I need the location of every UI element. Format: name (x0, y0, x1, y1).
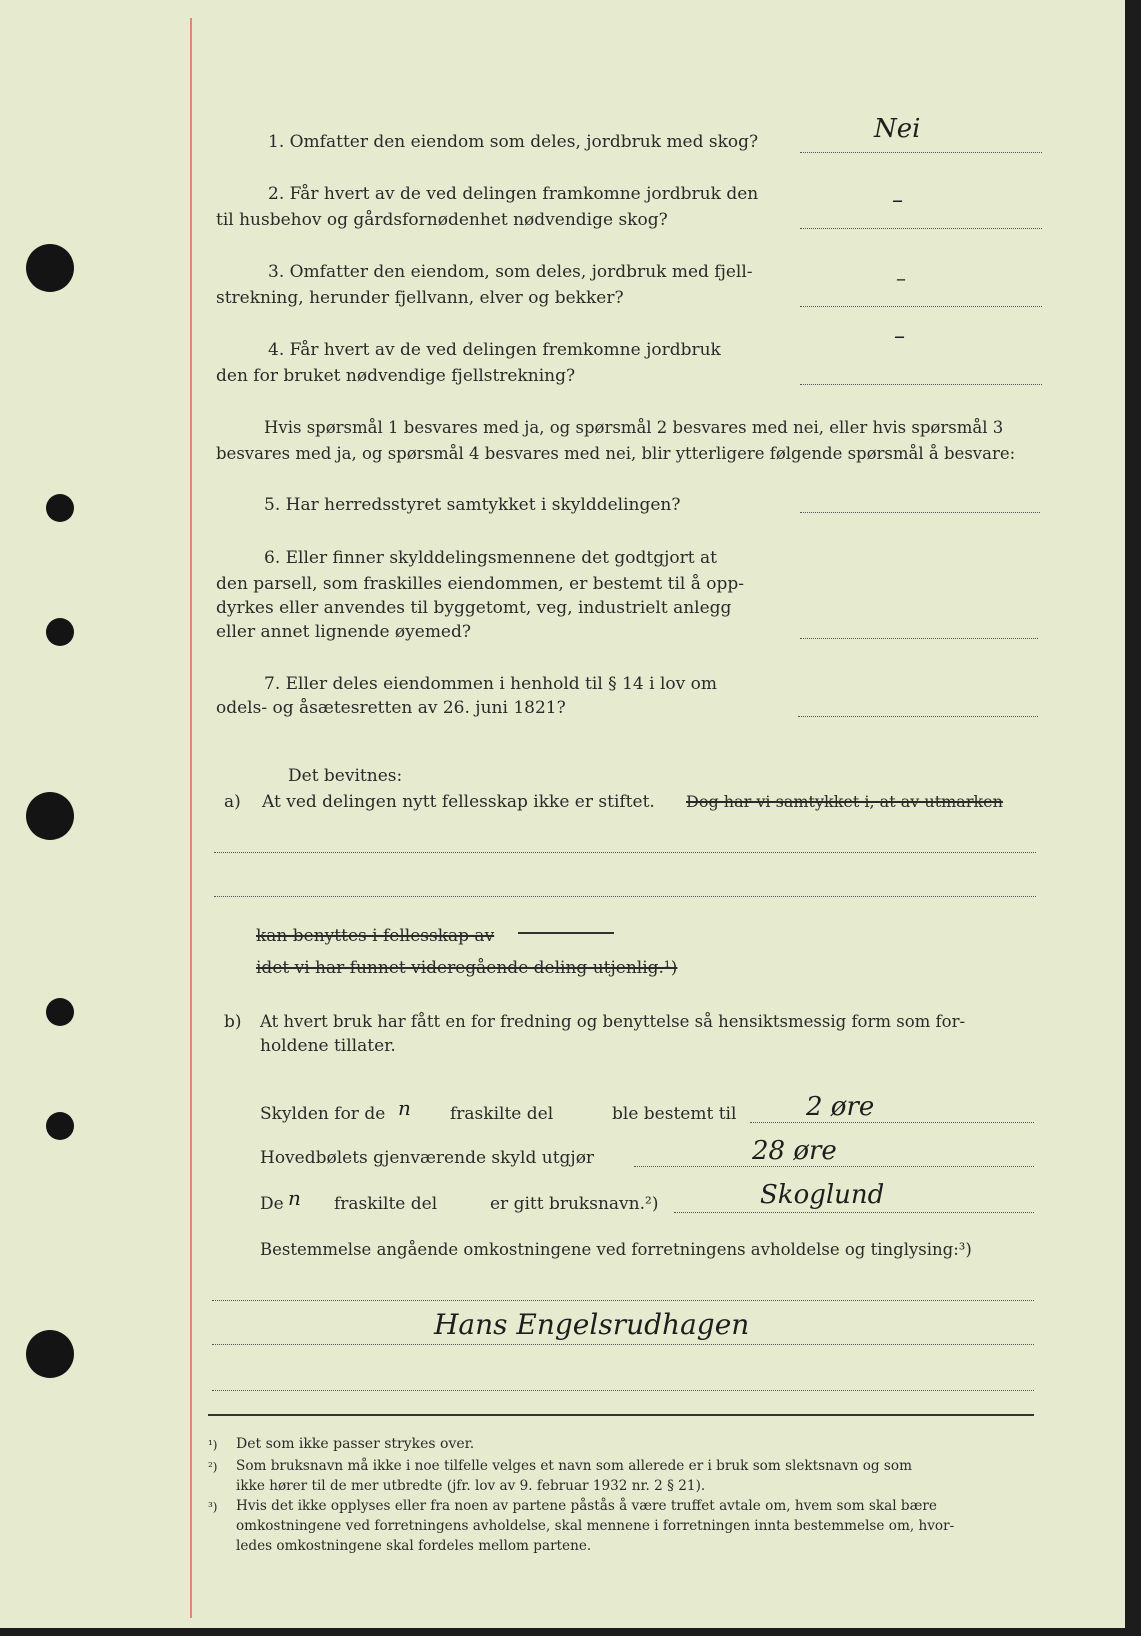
footnote-1-marker: ¹) (208, 1438, 218, 1452)
skyld-line-1-mid: fraskilte del (450, 1104, 554, 1124)
punch-hole (26, 244, 74, 292)
answer-line-3 (800, 306, 1042, 307)
footnote-3-line-3: ledes omkostningene skal fordeles mellom partene. (236, 1538, 592, 1554)
answer-3: – (896, 266, 906, 290)
punch-hole (26, 1330, 74, 1378)
footnote-2-line-1: Som bruksnavn må ikke i noe tilfelle velges et navn som allerede er i bruk som slektsnavn og som (236, 1458, 912, 1474)
question-6-line-3: dyrkes eller anvendes til byggetomt, veg, industrielt anlegg (216, 598, 732, 618)
punch-hole (46, 618, 74, 646)
signature: Hans Engelsrudhagen (434, 1308, 750, 1341)
punch-hole (26, 792, 74, 840)
question-6-line-4: eller annet lignende øyemed? (216, 622, 471, 642)
attest-a-label: a) (224, 792, 241, 812)
question-7-line-1: 7. Eller deles eiendommen i henhold til § 14 i lov om (264, 674, 717, 694)
skyld-line-4: Bestemmelse angående omkostningene ved forretningens avholdelse og tinglysing:³) (260, 1240, 972, 1259)
skyld-line-1-end: ble bestemt til (612, 1104, 737, 1124)
answer-line-2 (800, 228, 1042, 229)
footnote-3-line-2: omkostningene ved forretningens avholdelse, skal mennene i forretningen innta bestemmelse om, hvor- (236, 1518, 955, 1534)
question-4-line-1: 4. Får hvert av de ved delingen fremkomne jordbruk (268, 340, 721, 360)
answer-4: – (894, 324, 905, 349)
skyld-line-3-mid: fraskilte del (334, 1194, 438, 1214)
answer-line-6 (800, 638, 1038, 639)
question-4-line-2: den for bruket nødvendige fjellstrekning? (216, 366, 576, 386)
answer-line-4 (800, 384, 1042, 385)
attest-struck-line-3: idet vi har funnet videregående deling utjenlig.¹) (256, 958, 678, 978)
footnote-2-marker: ²) (208, 1460, 218, 1474)
skyld-answer-2: 28 øre (752, 1136, 837, 1166)
margin-line (190, 18, 192, 1618)
punch-hole (46, 998, 74, 1026)
footnote-3-line-1: Hvis det ikke opplyses eller fra noen av partene påstås å være truffet avtale om, hvem som skal bære (236, 1498, 937, 1514)
skyld-answer-line-1 (750, 1122, 1034, 1123)
question-3-line-1: 3. Omfatter den eiendom, som deles, jordbruk med fjell- (268, 262, 753, 282)
footnote-rule (208, 1414, 1034, 1416)
attest-struck-blank (518, 932, 614, 934)
punch-hole (46, 494, 74, 522)
cost-line-1 (212, 1300, 1034, 1301)
attest-struck-line-2: kan benyttes i fellesskap av (256, 926, 495, 946)
answer-2: – (892, 188, 903, 213)
question-2-line-1: 2. Får hvert av de ved delingen framkomne jordbruk den (268, 184, 759, 204)
footnote-2-line-2: ikke hører til de mer utbredte (jfr. lov av 9. februar 1932 nr. 2 § 21). (236, 1478, 706, 1494)
answer-1: Nei (874, 114, 921, 144)
skyld-line-1-handwritten: n (398, 1096, 411, 1120)
skyld-line-1-label: Skylden for de (260, 1104, 386, 1124)
condition-line-1: Hvis spørsmål 1 besvares med ja, og spørsmål 2 besvares med nei, eller hvis spørsmål 3 (264, 418, 1004, 437)
question-3-line-2: strekning, herunder fjellvann, elver og bekker? (216, 288, 624, 308)
footnote-3-marker: ³) (208, 1500, 218, 1514)
skyld-answer-line-2 (634, 1166, 1034, 1167)
question-6-line-2: den parsell, som fraskilles eiendommen, er bestemt til å opp- (216, 574, 745, 594)
answer-line-7 (798, 716, 1038, 717)
answer-line-5 (800, 512, 1040, 513)
cost-line-2 (212, 1344, 1034, 1345)
question-1: 1. Omfatter den eiendom som deles, jordbruk med skog? (268, 132, 759, 152)
attest-heading: Det bevitnes: (288, 766, 403, 786)
skyld-answer-1: 2 øre (806, 1092, 875, 1122)
cost-line-3 (212, 1390, 1034, 1391)
question-7-line-2: odels- og åsætesretten av 26. juni 1821? (216, 698, 566, 718)
attest-a-struck: Dog har vi samtykket i, at av utmarken (686, 792, 1003, 811)
skyld-line-3-label: De (260, 1194, 284, 1214)
skyld-answer-line-3 (674, 1212, 1034, 1213)
attest-blank-line-1 (214, 852, 1036, 853)
attest-b-label: b) (224, 1012, 242, 1032)
attest-a-text: At ved delingen nytt fellesskap ikke er stiftet. (262, 792, 655, 812)
attest-blank-line-2 (214, 896, 1036, 897)
attest-b-line-2: holdene tillater. (260, 1036, 396, 1056)
skyld-answer-3: Skoglund (760, 1180, 885, 1210)
attest-b-line-1: At hvert bruk har fått en for fredning og benyttelse så hensiktsmessig form som for- (260, 1012, 966, 1031)
footnote-1: Det som ikke passer strykes over. (236, 1436, 475, 1452)
question-5: 5. Har herredsstyret samtykket i skylddelingen? (264, 495, 681, 515)
punch-hole (46, 1112, 74, 1140)
skyld-line-2-label: Hovedbølets gjenværende skyld utgjør (260, 1148, 595, 1168)
answer-line-1 (800, 152, 1042, 153)
question-2-line-2: til husbehov og gårdsfornødenhet nødvendige skog? (216, 210, 668, 230)
question-6-line-1: 6. Eller finner skylddelingsmennene det godtgjort at (264, 548, 717, 568)
skyld-line-3-end: er gitt bruksnavn.²) (490, 1194, 659, 1214)
skyld-line-3-handwritten: n (288, 1186, 301, 1210)
condition-line-2: besvares med ja, og spørsmål 4 besvares med nei, blir ytterligere følgende spørsmål å besvare: (216, 444, 1016, 463)
